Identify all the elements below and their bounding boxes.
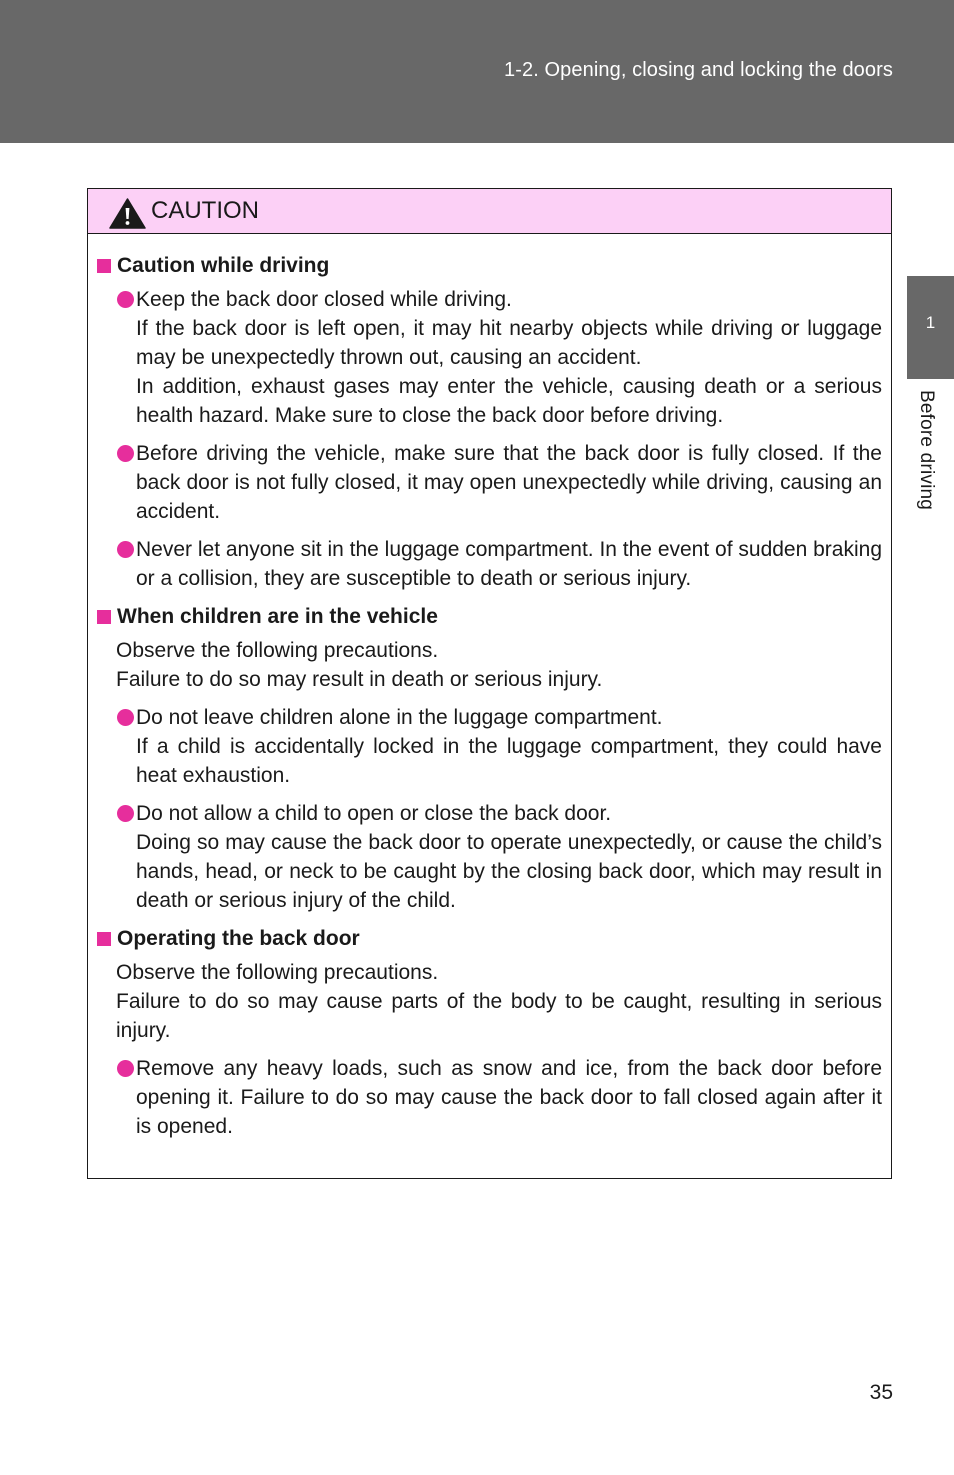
caution-title: CAUTION	[151, 197, 259, 224]
bullet-item	[96, 535, 882, 593]
chapter-number: 1	[925, 313, 936, 332]
caution-box	[87, 188, 892, 1179]
circle-bullet-icon	[117, 445, 134, 462]
intro-line: Failure to do so may result in death or serious injury.	[116, 668, 603, 691]
bullet-paragraph: Before driving the vehicle, make sure that the back door is fully closed. If the back door is not fully closed, it may open unexpectedly while driving, causing an accident.	[136, 442, 882, 523]
intro-line: Observe the following precautions.	[116, 639, 439, 662]
caution-header	[88, 189, 891, 234]
bullet-paragraph: Keep the back door closed while driving.	[136, 288, 512, 311]
section-heading	[96, 251, 882, 280]
bullet-paragraph: If the back door is left open, it may hit nearby objects while driving or luggage may be unexpectedly thrown out, causing an accident.	[136, 317, 882, 369]
page-number: 35	[869, 1381, 893, 1404]
section-title: 1-2. Opening, closing and locking the doors	[504, 59, 893, 81]
bullet-paragraph: Do not leave children alone in the luggage compartment.	[136, 706, 663, 729]
bullet-paragraph: Never let anyone sit in the luggage compartment. In the event of sudden braking or a collision, they are susceptible to death or serious injury.	[136, 538, 882, 590]
page-header-band	[0, 0, 954, 143]
square-bullet-icon	[97, 610, 111, 624]
chapter-tab	[907, 276, 954, 379]
section-intro	[96, 636, 882, 694]
section-intro	[96, 958, 882, 1045]
bullet-item	[96, 799, 882, 915]
bullet-paragraph: Do not allow a child to open or close the back door.	[136, 802, 612, 825]
caution-body	[88, 234, 891, 1141]
section-heading-text: When children are in the vehicle	[117, 605, 438, 628]
section-heading-text: Operating the back door	[117, 927, 360, 950]
chapter-label: Before driving	[916, 390, 937, 511]
bullet-item	[96, 703, 882, 790]
circle-bullet-icon	[117, 541, 134, 558]
circle-bullet-icon	[117, 291, 134, 308]
warning-triangle-icon	[109, 198, 146, 229]
circle-bullet-icon	[117, 709, 134, 726]
section-heading-text: Caution while driving	[117, 254, 330, 277]
circle-bullet-icon	[117, 1060, 134, 1077]
bullet-paragraph: Remove any heavy loads, such as snow and ice, from the back door before opening it. Failure to do so may cause the back door to fall closed again after it is opened.	[136, 1057, 882, 1138]
intro-line: Observe the following precautions.	[116, 961, 439, 984]
circle-bullet-icon	[117, 805, 134, 822]
bullet-paragraph: Doing so may cause the back door to operate unexpectedly, or cause the child’s hands, head, or neck to be caught by the closing back door, which may result in death or serious injury of the child.	[136, 831, 882, 912]
bullet-item	[96, 1054, 882, 1141]
section-heading	[96, 602, 882, 631]
intro-line: Failure to do so may cause parts of the body to be caught, resulting in serious injury.	[116, 990, 882, 1042]
bullet-item	[96, 285, 882, 430]
square-bullet-icon	[97, 932, 111, 946]
bullet-paragraph: In addition, exhaust gases may enter the vehicle, causing death or a serious health hazard. Make sure to close the back door before driving.	[136, 375, 882, 427]
section-heading	[96, 924, 882, 953]
square-bullet-icon	[97, 259, 111, 273]
bullet-item	[96, 439, 882, 526]
bullet-paragraph: If a child is accidentally locked in the luggage compartment, they could have heat exhaustion.	[136, 735, 882, 787]
